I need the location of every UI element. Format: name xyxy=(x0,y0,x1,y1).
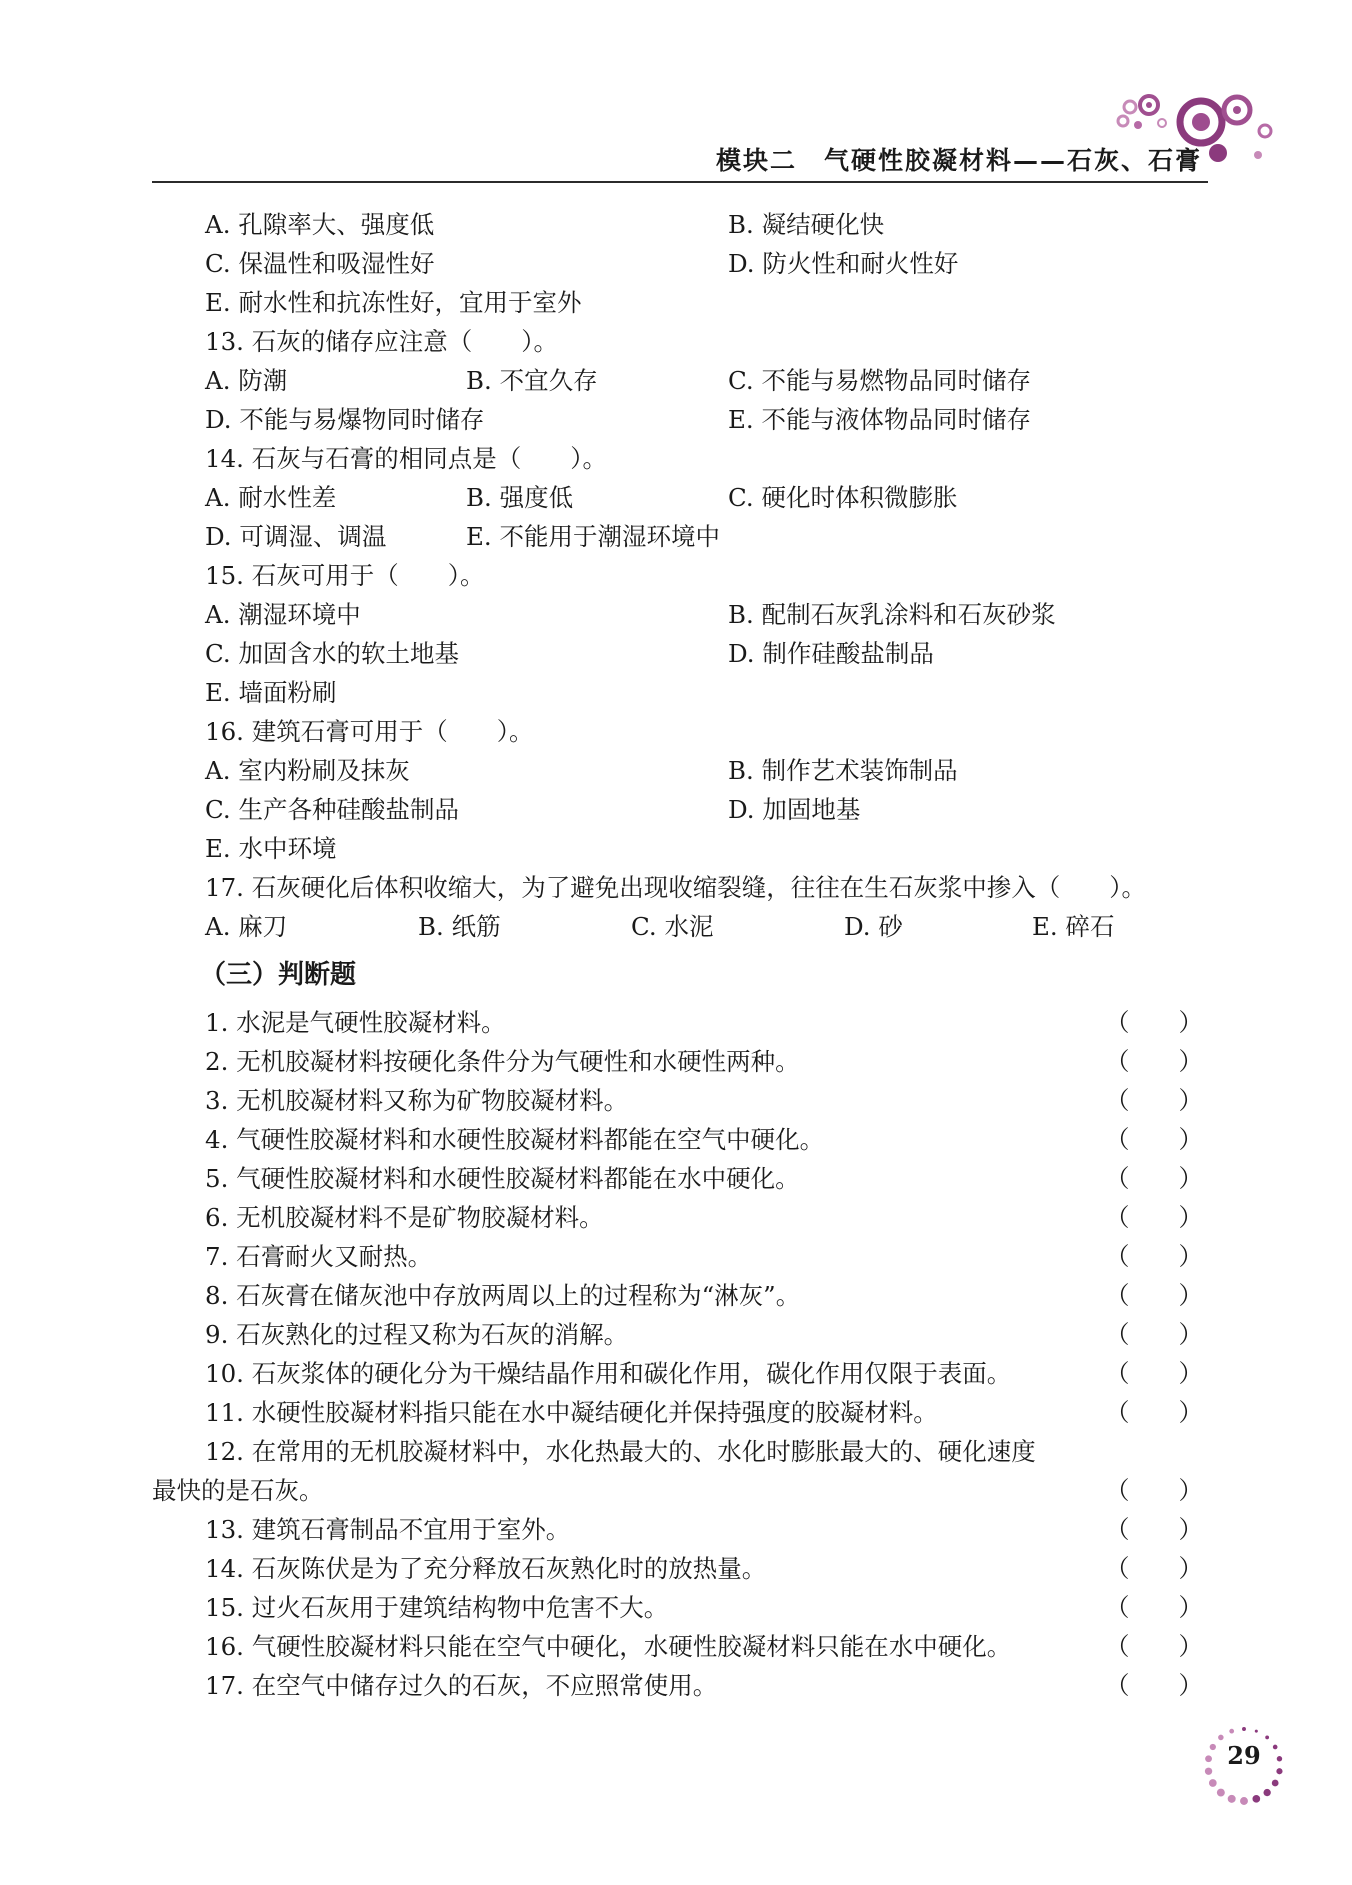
q12-option-b: B. 凝结硬化快 xyxy=(728,210,885,239)
answer-blank: （ ） xyxy=(1105,1242,1203,1271)
answer-blank: （ ） xyxy=(1105,1164,1203,1193)
q13-option-c: C. 不能与易燃物品同时储存 xyxy=(728,366,1031,395)
page-number: 29 xyxy=(1227,1741,1261,1770)
q12-option-d: D. 防火性和耐火性好 xyxy=(728,249,959,278)
q17-stem: 17. 石灰硬化后体积收缩大，为了避免出现收缩裂缝，往往在生石灰浆中掺入（ ）。 xyxy=(205,873,1146,902)
judgement-item: 12. 在常用的无机胶凝材料中，水化热最大的、水化时膨胀最大的、硬化速度 xyxy=(205,1437,1036,1466)
q16-option-b: B. 制作艺术装饰制品 xyxy=(728,756,958,785)
judgement-item: 14. 石灰陈伏是为了充分释放石灰熟化时的放热量。 xyxy=(205,1554,767,1583)
judgement-item: 3. 无机胶凝材料又称为矿物胶凝材料。 xyxy=(205,1086,629,1115)
answer-blank: （ ） xyxy=(1105,1008,1203,1037)
judgement-item: 11. 水硬性胶凝材料指只能在水中凝结硬化并保持强度的胶凝材料。 xyxy=(205,1398,938,1427)
header-title: 模块二 气硬性胶凝材料——石灰、石膏 xyxy=(715,146,1202,175)
answer-blank: （ ） xyxy=(1105,1359,1203,1388)
q17-option-e: E. 碎石 xyxy=(1032,912,1115,941)
answer-blank: （ ） xyxy=(1105,1047,1203,1076)
answer-blank: （ ） xyxy=(1105,1476,1203,1505)
judgement-item: 17. 在空气中储存过久的石灰，不应照常使用。 xyxy=(205,1671,718,1700)
q13-option-a: A. 防潮 xyxy=(205,366,288,395)
answer-blank: （ ） xyxy=(1105,1125,1203,1154)
judgement-item: 10. 石灰浆体的硬化分为干燥结晶作用和碳化作用，碳化作用仅限于表面。 xyxy=(205,1359,1012,1388)
judgement-item-continuation: 最快的是石灰。 xyxy=(152,1476,324,1505)
q14-option-c: C. 硬化时体积微膨胀 xyxy=(728,483,958,512)
q16-option-d: D. 加固地基 xyxy=(728,795,861,824)
q17-option-b: B. 纸筋 xyxy=(418,912,501,941)
judgement-item: 9. 石灰熟化的过程又称为石灰的消解。 xyxy=(205,1320,629,1349)
judgement-item: 5. 气硬性胶凝材料和水硬性胶凝材料都能在水中硬化。 xyxy=(205,1164,800,1193)
q16-option-c: C. 生产各种硅酸盐制品 xyxy=(205,795,459,824)
q12-option-e: E. 耐水性和抗冻性好，宜用于室外 xyxy=(205,288,582,317)
q16-option-a: A. 室内粉刷及抹灰 xyxy=(205,756,410,785)
judgement-item: 8. 石灰膏在储灰池中存放两周以上的过程称为“淋灰”。 xyxy=(205,1281,801,1310)
section-heading-judgement: （三）判断题 xyxy=(200,960,357,990)
q17-option-a: A. 麻刀 xyxy=(205,912,288,941)
q14-option-d: D. 可调湿、调温 xyxy=(205,522,387,551)
q14-stem: 14. 石灰与石膏的相同点是（ ）。 xyxy=(205,444,607,473)
judgement-item: 2. 无机胶凝材料按硬化条件分为气硬性和水硬性两种。 xyxy=(205,1047,800,1076)
q15-stem: 15. 石灰可用于（ ）。 xyxy=(205,561,485,590)
answer-blank: （ ） xyxy=(1105,1320,1203,1349)
judgement-item: 4. 气硬性胶凝材料和水硬性胶凝材料都能在空气中硬化。 xyxy=(205,1125,825,1154)
judgement-item: 1. 水泥是气硬性胶凝材料。 xyxy=(205,1008,506,1037)
q13-option-e: E. 不能与液体物品同时储存 xyxy=(728,405,1031,434)
q16-option-e: E. 水中环境 xyxy=(205,834,337,863)
q14-option-a: A. 耐水性差 xyxy=(205,483,337,512)
q13-option-d: D. 不能与易爆物同时储存 xyxy=(205,405,485,434)
judgement-item: 15. 过火石灰用于建筑结构物中危害不大。 xyxy=(205,1593,669,1622)
q15-option-b: B. 配制石灰乳涂料和石灰砂浆 xyxy=(728,600,1056,629)
q17-option-d: D. 砂 xyxy=(844,912,903,941)
answer-blank: （ ） xyxy=(1105,1593,1203,1622)
judgement-item: 13. 建筑石膏制品不宜用于室外。 xyxy=(205,1515,571,1544)
q16-stem: 16. 建筑石膏可用于（ ）。 xyxy=(205,717,534,746)
q12-option-c: C. 保温性和吸湿性好 xyxy=(205,249,435,278)
judgement-item: 6. 无机胶凝材料不是矿物胶凝材料。 xyxy=(205,1203,604,1232)
q15-option-e: E. 墙面粉刷 xyxy=(205,678,337,707)
q17-option-c: C. 水泥 xyxy=(631,912,714,941)
answer-blank: （ ） xyxy=(1105,1086,1203,1115)
answer-blank: （ ） xyxy=(1105,1554,1203,1583)
judgement-item: 16. 气硬性胶凝材料只能在空气中硬化，水硬性胶凝材料只能在水中硬化。 xyxy=(205,1632,1012,1661)
q15-option-c: C. 加固含水的软土地基 xyxy=(205,639,459,668)
answer-blank: （ ） xyxy=(1105,1281,1203,1310)
q15-option-d: D. 制作硅酸盐制品 xyxy=(728,639,934,668)
q12-option-a: A. 孔隙率大、强度低 xyxy=(205,210,435,239)
q15-option-a: A. 潮湿环境中 xyxy=(205,600,361,629)
answer-blank: （ ） xyxy=(1105,1671,1203,1700)
answer-blank: （ ） xyxy=(1105,1203,1203,1232)
q13-option-b: B. 不宜久存 xyxy=(466,366,598,395)
judgement-item: 7. 石膏耐火又耐热。 xyxy=(205,1242,433,1271)
answer-blank: （ ） xyxy=(1105,1398,1203,1427)
q14-option-b: B. 强度低 xyxy=(466,483,574,512)
q13-stem: 13. 石灰的储存应注意（ ）。 xyxy=(205,327,558,356)
q14-option-e: E. 不能用于潮湿环境中 xyxy=(466,522,720,551)
answer-blank: （ ） xyxy=(1105,1515,1203,1544)
answer-blank: （ ） xyxy=(1105,1632,1203,1661)
